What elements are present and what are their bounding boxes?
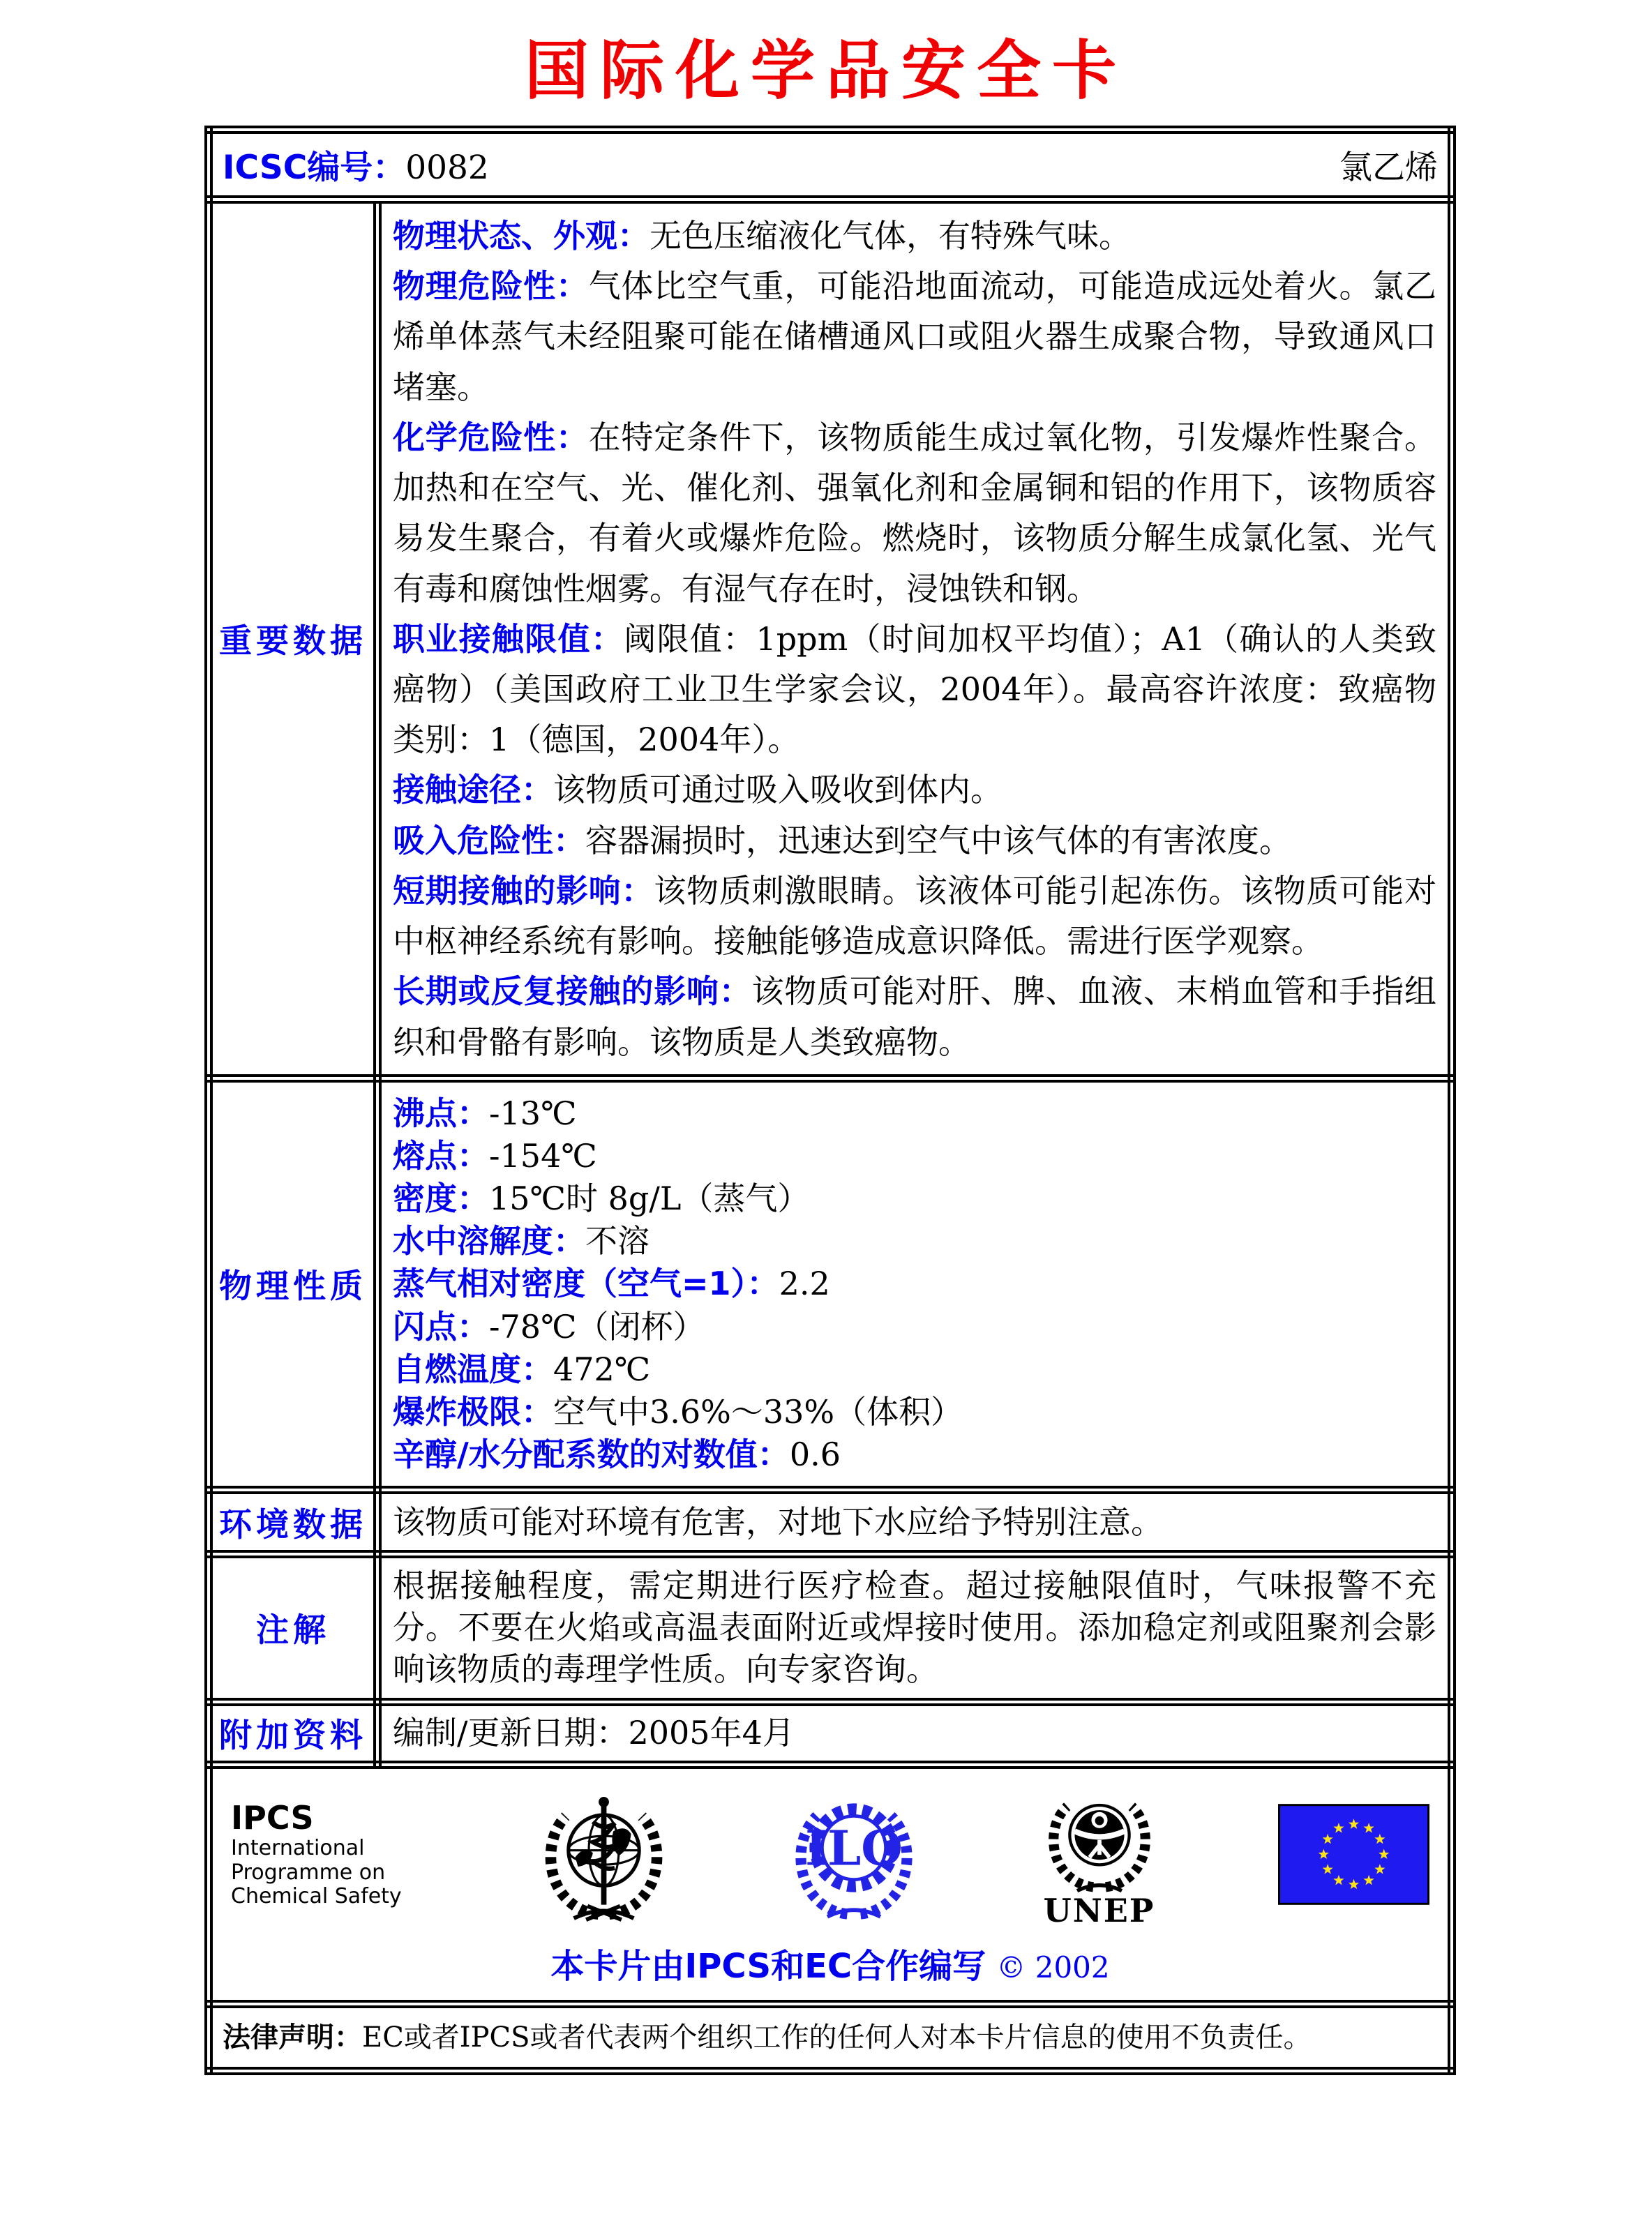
important-item: 物理危险性：气体比空气重，可能沿地面流动，可能造成远处着火。氯乙烯单体蒸气未经阻聚可能在储槽通风口或阻火器生成聚合物，导致通风口堵塞。 — [393, 267, 1437, 406]
legal-label: 法律声明： — [223, 2021, 362, 2054]
environmental-data-row — [209, 1490, 1452, 1554]
section-label-important-data: 重要数据 — [209, 199, 377, 1078]
section-label-physical-properties: 物理性质 — [209, 1078, 377, 1491]
icsc-number-value: 0082 — [405, 148, 489, 187]
icsc-card-table — [204, 126, 1456, 2075]
physical-property: 爆炸极限：空气中3.6%～33%（体积） — [393, 1392, 963, 1431]
ipcs-subtitle-line: Chemical Safety — [231, 1884, 402, 1909]
chemical-name: 氯乙烯 — [1339, 148, 1438, 187]
additional-info-text: 编制/更新日期：2005年4月 — [393, 1714, 795, 1752]
additional-info-content — [377, 1702, 1452, 1765]
physical-property: 自燃温度：472℃ — [393, 1350, 651, 1388]
ipcs-title: IPCS — [231, 1799, 314, 1837]
important-item: 吸入危险性：容器漏损时，迅速达到空气中该气体的有害浓度。 — [393, 821, 1291, 859]
environmental-data-text: 该物质可能对环境有危害，对地下水应给予特别注意。 — [393, 1502, 1163, 1541]
physical-property: 沸点：-13℃ — [393, 1094, 577, 1132]
important-data-content — [377, 199, 1452, 1078]
physical-property: 蒸气相对密度（空气=1）：2.2 — [393, 1265, 830, 1303]
physical-property: 闪点：-78℃（闭杯） — [393, 1307, 705, 1346]
ipcs-subtitle-line: Programme on — [231, 1860, 386, 1885]
who-emblem-icon — [536, 1786, 672, 1922]
legal-text: EC或者IPCS或者代表两个组织工作的任何人对本卡片信息的使用不负责任。 — [362, 2021, 1312, 2054]
important-item: 化学危险性：在特定条件下，该物质能生成过氧化物，引发爆炸性聚合。加热和在空气、光、催化剂、强氧化剂和金属铜和铝的作用下，该物质容易发生聚合，有着火或爆炸危险。燃烧时，该物质分解生成氯化氢、光气有毒和腐蚀性烟雾。有湿气存在时，浸蚀铁和钢。 — [393, 418, 1437, 608]
logos-row — [209, 1765, 1452, 2004]
icsc-number-label: ICSC编号： — [223, 148, 406, 187]
credit-text: 本卡片由IPCS和EC合作编写 — [550, 1946, 986, 1986]
physical-properties-content — [377, 1078, 1452, 1491]
physical-property: 熔点：-154℃ — [393, 1136, 597, 1175]
page-title: 国际化学品安全卡 — [524, 33, 1127, 108]
important-item: 短期接触的影响：该物质刺激眼睛。该液体可能引起冻伤。该物质可能对中枢神经系统有影响。接触能够造成意识降低。需进行医学观察。 — [393, 871, 1437, 961]
copyright-text: © 2002 — [996, 1950, 1110, 1984]
unep-label: UNEP — [1043, 1891, 1155, 1929]
physical-property: 水中溶解度：不溶 — [393, 1222, 649, 1260]
unep-block — [1037, 1783, 1162, 1927]
important-item: 长期或反复接触的影响：该物质可能对肝、脾、血液、末梢血管和手指组织和骨骼有影响。该物质是人类致癌物。 — [393, 972, 1437, 1061]
header-row — [209, 130, 1452, 199]
physical-property: 辛醇/水分配系数的对数值：0.6 — [393, 1436, 841, 1474]
ipcs-text-block — [231, 1800, 419, 1908]
ilo-emblem-icon — [788, 1786, 920, 1922]
icsc-number-group — [223, 142, 489, 188]
section-label-notes: 注解 — [209, 1554, 377, 1701]
eu-flag-icon — [1278, 1804, 1429, 1905]
credit-line — [231, 1939, 1429, 1987]
physical-property: 密度：15℃时 8g/L（蒸气） — [393, 1180, 810, 1218]
notes-content — [377, 1554, 1452, 1701]
additional-info-row — [209, 1702, 1452, 1765]
environmental-data-content — [377, 1490, 1452, 1554]
legal-statement — [223, 2019, 1438, 2056]
section-label-additional-info: 附加资料 — [209, 1702, 377, 1765]
ipcs-subtitle-line: International — [231, 1836, 365, 1861]
important-data-row — [209, 199, 1452, 1078]
unep-emblem-icon — [1037, 1783, 1162, 1895]
svg-text:ILO: ILO — [805, 1821, 903, 1877]
notes-text: 根据接触程度，需定期进行医疗检查。超过接触限值时，气味报警不充分。不要在火焰或高温表面附近或焊接时使用。添加稳定剂或阻聚剂会影响该物质的毒理学性质。向专家咨询。 — [393, 1567, 1436, 1688]
notes-row — [209, 1554, 1452, 1701]
important-item: 职业接触限值：阈限值：1ppm（时间加权平均值）；A1（确认的人类致癌物）（美国政府工业卫生学家会议，2004年）。最高容许浓度：致癌物类别：1（德国，2004年）。 — [393, 619, 1437, 759]
legal-row — [209, 2004, 1452, 2071]
section-label-environmental-data: 环境数据 — [209, 1490, 377, 1554]
important-item: 物理状态、外观：无色压缩液化气体，有特殊气味。 — [393, 217, 1131, 255]
physical-properties-row — [209, 1078, 1452, 1491]
important-item: 接触途径：该物质可通过吸入吸收到体内。 — [393, 771, 1003, 809]
